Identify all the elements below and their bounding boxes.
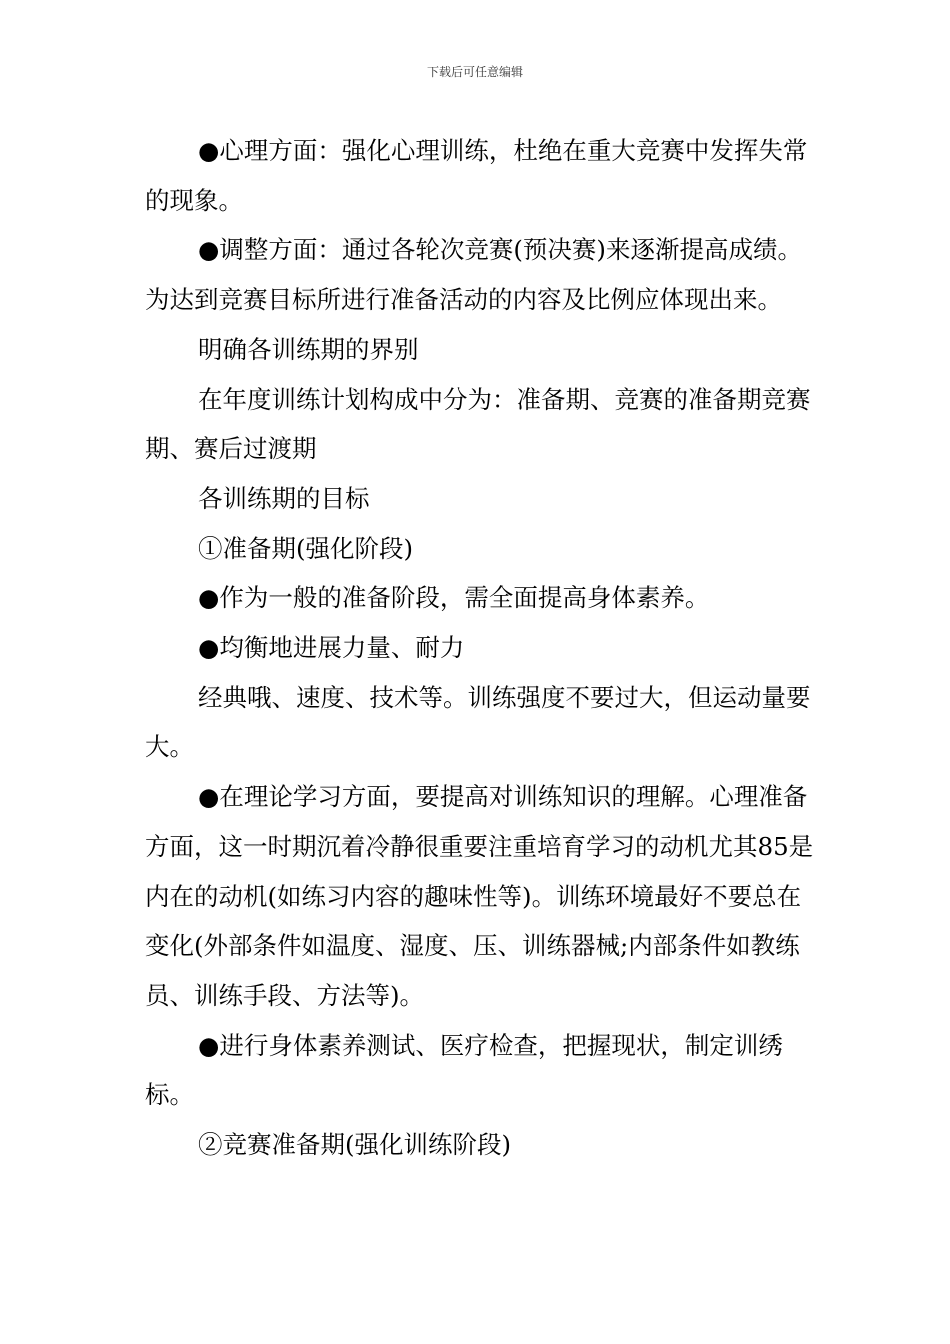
- paragraph-preparation-heading: ①准备期(强化阶段): [198, 533, 414, 563]
- paragraph-theory-study: ●在理论学习方面，要提高对训练知识的理解。心理准备方面，这一时期沉着冷静很重要注重培育学习的动机尤其85是内在的动机(如练习内容的趣味性等)。训练环境最好不要总在变化(外部条件如温度、湿度、压、训练器械;内部条件如教练员、训练手段、方法等)。: [145, 782, 814, 1010]
- paragraph-goals-heading: 各训练期的目标: [198, 483, 370, 513]
- paragraph-speed-technique: 经典哦、速度、技术等。训练强度不要过大，但运动量要大。: [145, 682, 811, 762]
- paragraph-competition-preparation-heading: ②竞赛准备期(强化训练阶段): [198, 1130, 512, 1160]
- paragraph-fitness-test: ●进行身体素养测试、医疗检查，把握现状，制定训绣标。: [145, 1030, 783, 1110]
- paragraph-annual-plan: 在年度训练计划构成中分为：准备期、竞赛的准备期竞赛期、赛后过渡期: [145, 384, 811, 464]
- paragraph-training-period-heading: 明确各训练期的界别: [198, 334, 419, 364]
- document-body: [145, 126, 825, 1170]
- paragraph-adjustment: ●调整方面：通过各轮次竞赛(预决赛)来逐渐提高成绩。为达到竞赛目标所进行准备活动的内容及比例应体现出来。: [145, 235, 802, 315]
- paragraph-psychology: ●心理方面：强化心理训练，杜绝在重大竞赛中发挥失常的现象。: [145, 136, 808, 215]
- paragraph-balanced-development: ●均衡地进展力量、耐力: [198, 633, 465, 663]
- paragraph-general-preparation: ●作为一般的准备阶段，需全面提高身体素养。: [198, 583, 710, 613]
- page-header: 下载后可任意编辑: [426, 65, 523, 79]
